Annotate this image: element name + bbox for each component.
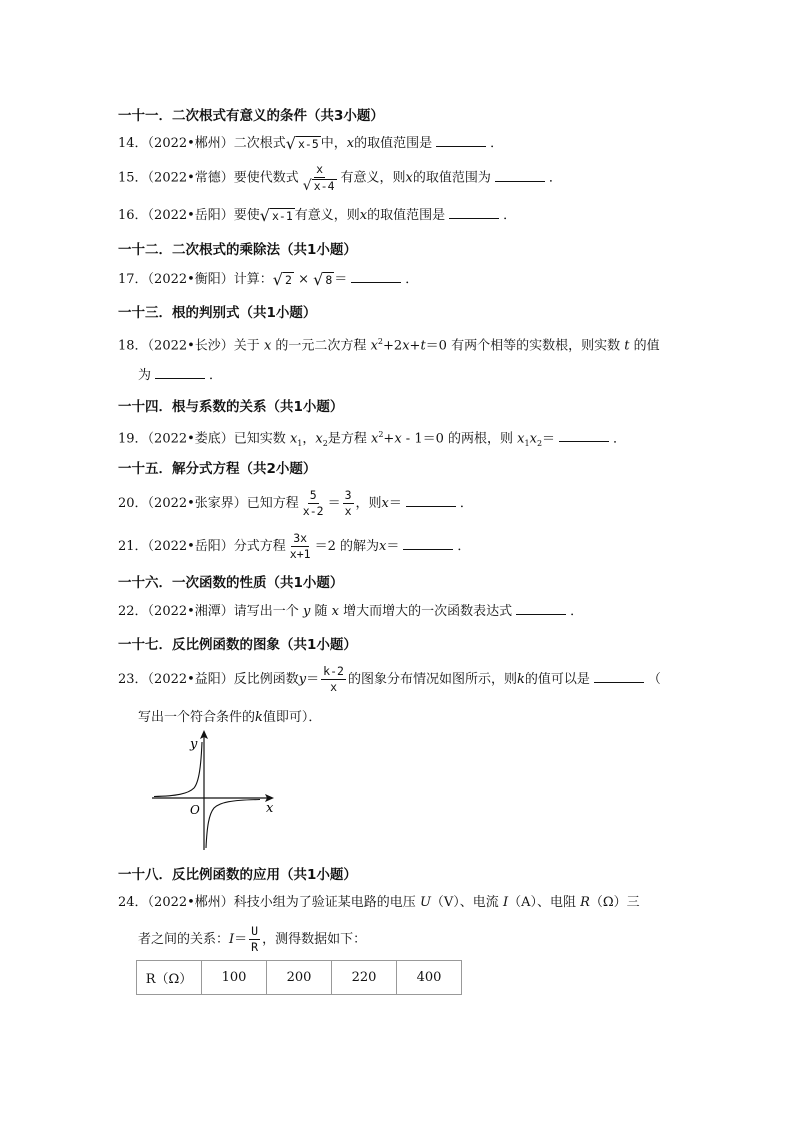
question-16: 16．（2022•岳阳）要使 √ x-1 有意义，则x的取值范围是 ． — [118, 205, 517, 225]
section-heading-17: 一十七．反比例函数的图象（共1小题） — [118, 637, 357, 653]
table-header-cell: R（Ω） — [137, 961, 202, 995]
answer-blank[interactable] — [516, 602, 566, 615]
question-24: 24．（2022•郴州）科技小组为了验证某电路的电压 U（V）、电流 I（A）、电阻 R（Ω）三 — [118, 895, 640, 910]
question-22: 22．（2022•湘潭）请写出一个 y 随 x 增大而增大的一次函数表达式 ． — [118, 604, 584, 619]
section-heading-15: 一十五．解分式方程（共2小题） — [118, 461, 317, 477]
answer-blank[interactable] — [436, 134, 486, 147]
answer-blank[interactable] — [559, 429, 609, 442]
table-cell: 100 — [202, 961, 267, 995]
table-cell: 400 — [397, 961, 462, 995]
data-table — [136, 960, 462, 995]
table-row — [137, 961, 462, 995]
section-heading-11: 一十一．二次根式有意义的条件（共3小题） — [118, 108, 384, 124]
question-15: 15．（2022•常德）要使代数式 x √ x-4 有意义，则x的取值范围为 ． — [118, 162, 562, 194]
question-20: 20．（2022•张家界）已知方程 $\frac{5}{x-2}$ ＝ $\frac{3}{x}$ ，则x＝ ． — [118, 488, 473, 518]
answer-blank[interactable] — [351, 270, 401, 283]
fraction: $\frac{3x}{x+1}$ — [289, 531, 311, 561]
question-23: 23．（2022•益阳）反比例函数y＝ $\frac{k-2}{x}$ 的图象分布情况如图所示，则k的值可以是 （ — [118, 664, 661, 694]
answer-blank[interactable] — [594, 670, 644, 683]
radical: √ x-5 — [285, 133, 319, 153]
question-23-continued: 写出一个符合条件的k值即可）． — [138, 710, 322, 725]
table-cell: 220 — [332, 961, 397, 995]
question-19: 19．（2022•娄底）已知实数 $x_1$，$x_2$是方程 $x^2+x - 1=0$ 的两根，则 $x_1x_2=$ ． — [118, 430, 627, 448]
section-heading-14: 一十四．根与系数的关系（共1小题） — [118, 399, 344, 415]
answer-blank[interactable] — [495, 169, 545, 182]
table-cell: 200 — [267, 961, 332, 995]
fraction: x √ x-4 — [302, 162, 335, 194]
answer-blank[interactable] — [403, 537, 453, 550]
y-axis-label: y — [190, 737, 198, 752]
section-heading-12: 一十二．二次根式的乘除法（共1小题） — [118, 242, 357, 258]
question-17: 17．（2022•衡阳）计算： √ 2 × √ 8 ＝ ． — [118, 269, 419, 289]
section-heading-16: 一十六．一次函数的性质（共1小题） — [118, 575, 344, 591]
x-axis-label: x — [266, 801, 274, 816]
hyperbola-branch-right — [206, 800, 260, 849]
section-heading-13: 一十三．根的判别式（共1小题） — [118, 305, 317, 321]
radical: √ x-1 — [259, 205, 293, 225]
question-24-continued: 者之间的关系：I＝ $\frac{U}{R}$ ，测得数据如下： — [138, 924, 367, 954]
question-18: 18．（2022•长沙）关于 x 的一元二次方程 $x^2+2x+t=0$ 有两个相等的实数根，则实数 t 的值 — [118, 337, 660, 354]
section-heading-18: 一十八．反比例函数的应用（共1小题） — [118, 867, 357, 883]
origin-label: O — [190, 803, 200, 817]
hyperbola-graph — [138, 726, 278, 854]
question-21: 21．（2022•岳阳）分式方程 $\frac{3x}{x+1}$ ＝2 的解为x＝ ． — [118, 531, 471, 561]
fraction: $\frac{5}{x-2}$ — [302, 488, 324, 518]
answer-blank[interactable] — [449, 206, 499, 219]
fraction: $\frac{U}{R}$ — [251, 924, 259, 954]
fraction: $\frac{k-2}{x}$ — [323, 664, 344, 694]
answer-blank[interactable] — [406, 494, 456, 507]
fraction: $\frac{3}{x}$ — [344, 488, 352, 518]
answer-blank[interactable] — [155, 366, 205, 379]
question-18-continued: 为 ． — [138, 368, 223, 383]
question-14: 14．（2022•郴州）二次根式 √ x-5 中，x的取值范围是 ． — [118, 133, 504, 153]
